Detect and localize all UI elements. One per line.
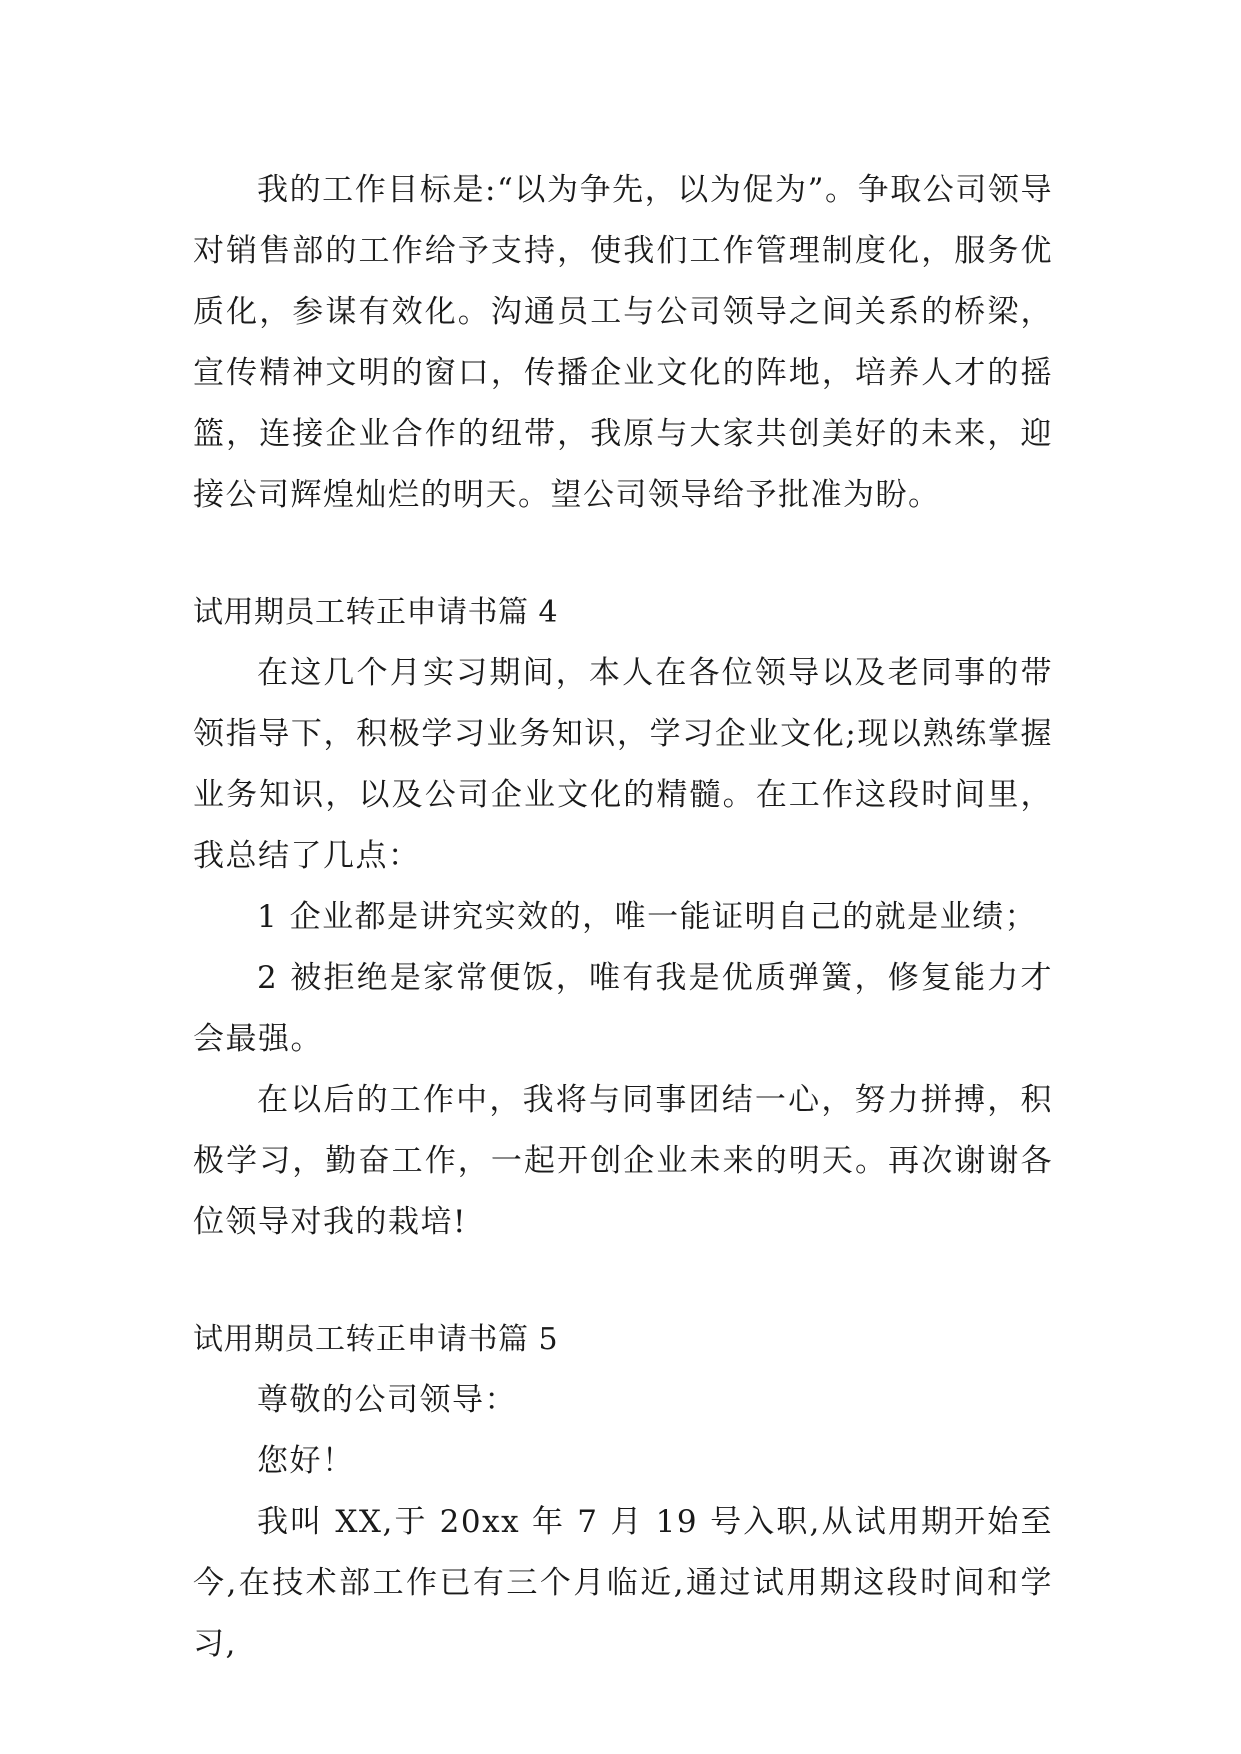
- paragraph: 1 企业都是讲究实效的，唯一能证明自己的就是业绩；: [257, 899, 1038, 935]
- section-gap: [193, 1253, 1053, 1309]
- paragraph: 我的工作目标是:“以为争先，以为促为”。争取公司领导对销售部的工作给予支持，使我们工作管理制度化，服务优质化，参谋有效化。沟通员工与公司领导之间关系的桥梁，宣传精神文明的窗口，传播企业文化的阵地，培养人才的摇篮，连接企业合作的纽带，我原与大家共创美好的未来，迎接公司辉煌灿烂的明天。望公司领导给予批准为盼。: [193, 172, 1053, 513]
- paragraph: 我叫 XX,于 20xx 年 7 月 19 号入职,从试用期开始至今,在技术部工作已有三个月临近,通过试用期这段时间和学习,: [193, 1504, 1053, 1662]
- section-heading: 试用期员工转正申请书篇 4: [193, 595, 559, 630]
- section-heading: 试用期员工转正申请书篇 5: [193, 1322, 559, 1357]
- paragraph: 在这几个月实习期间，本人在各位领导以及老同事的带领指导下，积极学习业务知识，学习企业文化;现以熟练掌握业务知识，以及公司企业文化的精髓。在工作这段时间里，我总结了几点：: [193, 655, 1053, 874]
- salutation: 尊敬的公司领导：: [257, 1382, 517, 1418]
- paragraph: 2 被拒绝是家常便饭，唯有我是优质弹簧，修复能力才会最强。: [193, 960, 1053, 1057]
- greeting: 您好！: [257, 1443, 355, 1479]
- section-gap: [193, 526, 1053, 582]
- paragraph: 在以后的工作中，我将与同事团结一心，努力拼搏，积极学习，勤奋工作，一起开创企业未来的明天。再次谢谢各位领导对我的栽培!: [193, 1082, 1053, 1240]
- document-body: [193, 160, 1053, 1675]
